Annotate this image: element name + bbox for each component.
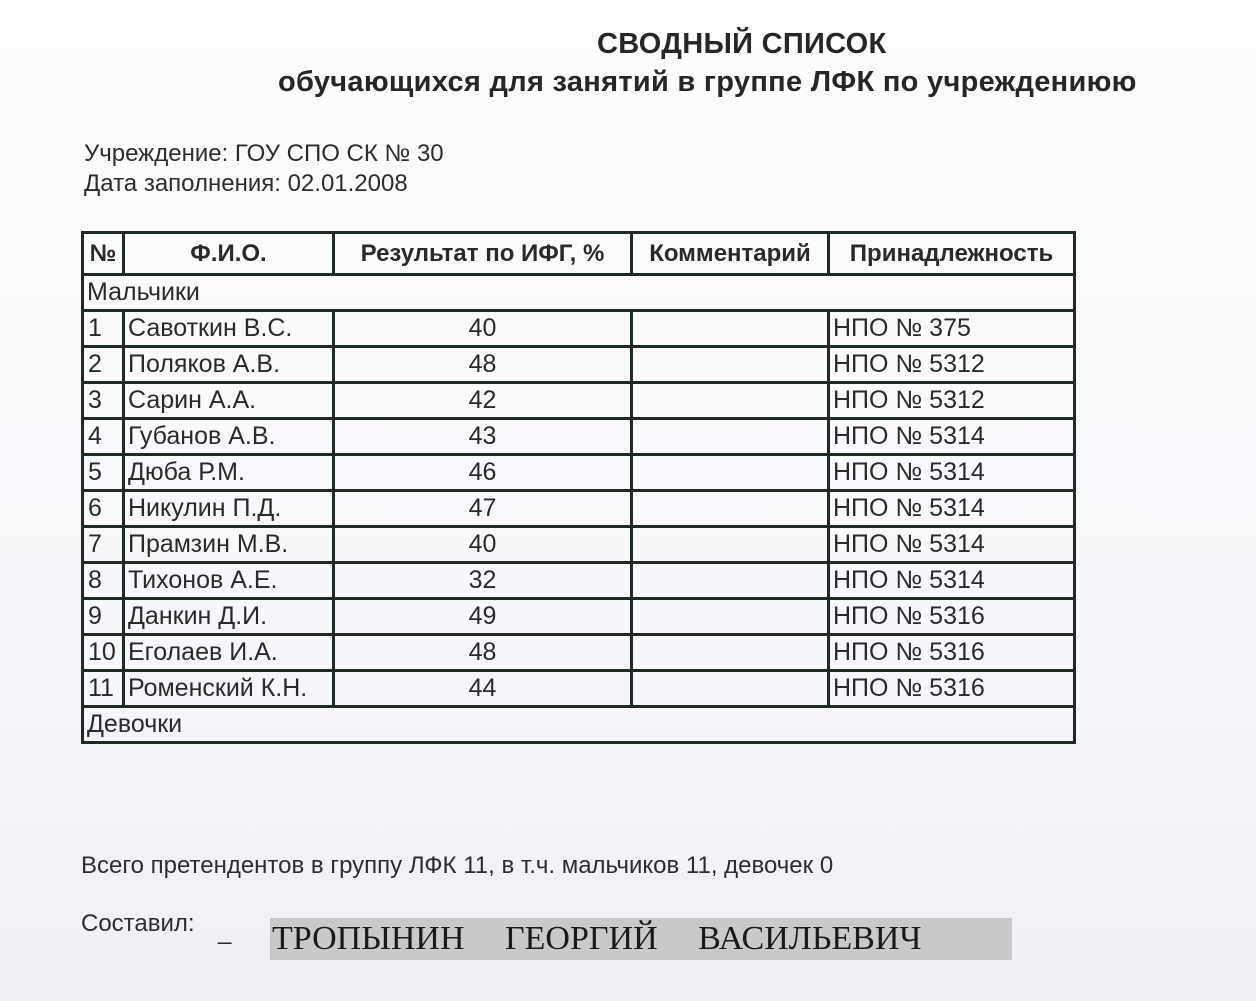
cell-fio: Савоткин В.С. (124, 311, 334, 347)
cell-affiliation: НПО № 5316 (829, 599, 1075, 635)
cell-fio: Поляков А.В. (124, 347, 334, 383)
table-row (83, 383, 1075, 419)
cell-fio: Тихонов А.Е. (124, 563, 334, 599)
table-row (83, 347, 1075, 383)
cell-num: 8 (83, 563, 124, 599)
document-subtitle: обучающихся для занятий в группе ЛФК по учреждениюю (278, 66, 1137, 98)
table-row (83, 455, 1075, 491)
cell-affiliation: НПО № 5316 (829, 671, 1075, 707)
cell-comment (632, 599, 829, 635)
institution-line: Учреждение: ГОУ СПО СК № 30 (84, 140, 444, 167)
cell-affiliation: НПО № 5312 (829, 347, 1075, 383)
cell-result: 32 (334, 563, 632, 599)
table-row (83, 671, 1075, 707)
cell-comment (632, 491, 829, 527)
table-row (83, 491, 1075, 527)
cell-affiliation: НПО № 5314 (829, 455, 1075, 491)
group-row-boys (83, 275, 1075, 311)
cell-comment (632, 671, 829, 707)
roster-table (81, 231, 1076, 744)
header-fio: Ф.И.О. (124, 233, 334, 275)
cell-fio: Дюба Р.М. (124, 455, 334, 491)
cell-affiliation: НПО № 5312 (829, 383, 1075, 419)
cell-fio: Роменский К.Н. (124, 671, 334, 707)
table-row (83, 563, 1075, 599)
cell-comment (632, 347, 829, 383)
cell-num: 1 (83, 311, 124, 347)
cell-affiliation: НПО № 5314 (829, 491, 1075, 527)
table-row (83, 635, 1075, 671)
cell-result: 48 (334, 347, 632, 383)
cell-result: 40 (334, 311, 632, 347)
cell-affiliation: НПО № 375 (829, 311, 1075, 347)
table-header-row (83, 233, 1075, 275)
header-result: Результат по ИФГ, % (334, 233, 632, 275)
cell-comment (632, 635, 829, 671)
cell-fio: Никулин П.Д. (124, 491, 334, 527)
cell-comment (632, 383, 829, 419)
composer-name: ТРОПЫНИН ГЕОРГИЙ ВАСИЛЬЕВИЧ (270, 918, 1012, 960)
cell-affiliation: НПО № 5314 (829, 419, 1075, 455)
cell-result: 44 (334, 671, 632, 707)
cell-comment (632, 419, 829, 455)
cell-num: 9 (83, 599, 124, 635)
cell-num: 6 (83, 491, 124, 527)
summary-line: Всего претендентов в группу ЛФК 11, в т.ч. мальчиков 11, девочек 0 (81, 852, 834, 879)
table-row (83, 527, 1075, 563)
cell-fio: Сарин А.А. (124, 383, 334, 419)
table-row (83, 599, 1075, 635)
cell-result: 49 (334, 599, 632, 635)
cell-fio: Губанов А.В. (124, 419, 334, 455)
cell-comment (632, 311, 829, 347)
cell-comment (632, 527, 829, 563)
cell-num: 7 (83, 527, 124, 563)
cell-result: 46 (334, 455, 632, 491)
cell-num: 3 (83, 383, 124, 419)
cell-result: 43 (334, 419, 632, 455)
cell-num: 2 (83, 347, 124, 383)
table-row (83, 311, 1075, 347)
cell-fio: Данкин Д.И. (124, 599, 334, 635)
cell-result: 48 (334, 635, 632, 671)
header-comment: Комментарий (632, 233, 829, 275)
cell-affiliation: НПО № 5314 (829, 527, 1075, 563)
cell-num: 4 (83, 419, 124, 455)
document-title: СВОДНЫЙ СПИСОК (597, 28, 887, 60)
fill-date-line: Дата заполнения: 02.01.2008 (84, 170, 408, 197)
cell-num: 11 (83, 671, 124, 707)
cell-num: 10 (83, 635, 124, 671)
group-row-girls (83, 707, 1075, 743)
composer-label: Составил: (81, 910, 195, 937)
header-affiliation: Принадлежность (829, 233, 1075, 275)
cell-fio: Прамзин М.В. (124, 527, 334, 563)
group-label-girls: Девочки (83, 707, 1075, 743)
header-num: № (83, 233, 124, 275)
cell-affiliation: НПО № 5316 (829, 635, 1075, 671)
composer-dash: _ (218, 918, 232, 945)
cell-num: 5 (83, 455, 124, 491)
cell-result: 40 (334, 527, 632, 563)
cell-comment (632, 455, 829, 491)
cell-result: 42 (334, 383, 632, 419)
cell-fio: Еголаев И.А. (124, 635, 334, 671)
cell-result: 47 (334, 491, 632, 527)
cell-affiliation: НПО № 5314 (829, 563, 1075, 599)
group-label-boys: Мальчики (83, 275, 1075, 311)
table-row (83, 419, 1075, 455)
cell-comment (632, 563, 829, 599)
